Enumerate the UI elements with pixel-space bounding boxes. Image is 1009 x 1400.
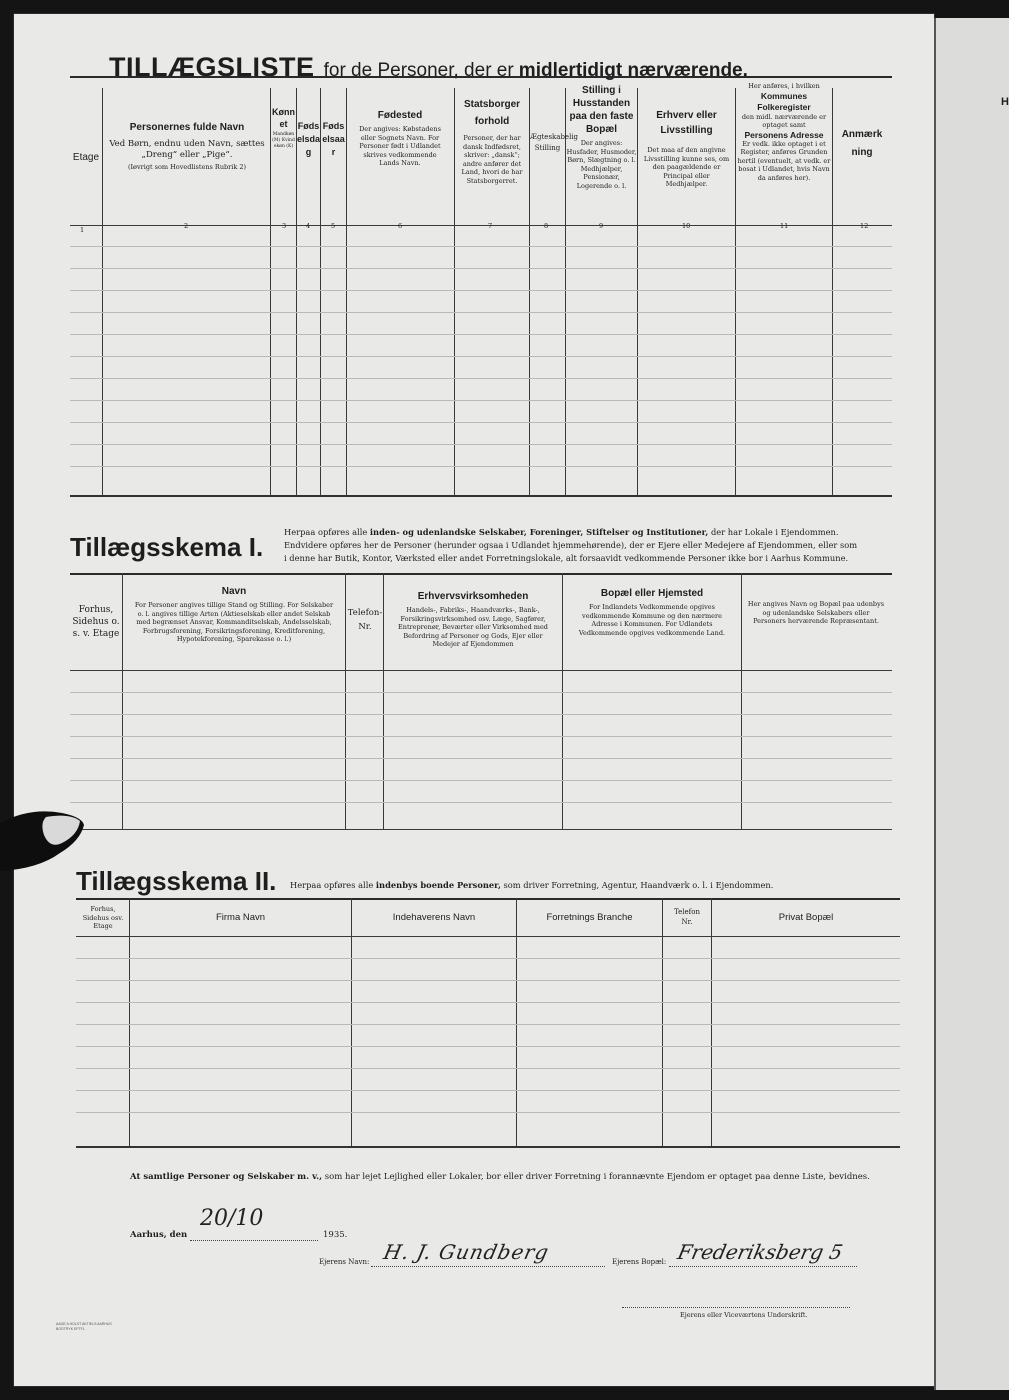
skema1-col-business [385,591,561,649]
skema2-col-phone: Telefon Nr. [674,908,700,926]
skema1-intro-line3: i denne har Butik, Kontor, Værksted eller andet Forretningslokale, alt forsaavidt vedkommende Personer ikke bor i Aarhus Kommune. [284,553,849,563]
skema1-col-name [124,586,344,644]
col-name-sub: Ved Børn, endnu uden Navn, sættes „Dreng“ eller „Pige“. [109,139,265,160]
skema1-intro-2: der har Lokale i Ejendommen. [710,527,839,537]
footer-year: 1935. [323,1230,348,1240]
form-title-main: TILLÆGSLISTE [109,52,315,82]
col-name-sub2: (Iøvrigt som Hovedlistens Rubrik 2) [127,163,247,171]
holding-thumb-image [0,805,85,875]
col-register-header [736,82,832,182]
col-num-5: 5 [331,222,336,230]
col-num-10: 10 [682,222,691,230]
col-occupation-sub: Det maa af den angivne Livsstilling kunne ses, om den paagældende er Principal eller Medhjælper. [643,146,730,188]
col-etage-header: Etage [72,152,100,163]
col-num-8: 8 [544,222,549,230]
col-birthplace-header [347,110,453,168]
col-birthyear-header: Fødselsaar [322,121,345,157]
census-form-page [14,14,934,1386]
skema2-title: Tillægsskema II. [76,866,277,896]
skema1-title: Tillægsskema I. [70,532,264,562]
col-household-title: Stilling i Husstanden paa den faste Bopæl [569,85,634,135]
skema1-col-phone: Telefon-Nr. [347,608,383,632]
col-register-title: Kommunes Folkeregister [757,90,811,112]
footer-statement-bold: At samtlige Personer og Selskaber m. v., [130,1172,323,1182]
skema2-intro-2: som driver Forretning, Agentur, Haandværk o. l. i Ejendommen. [503,880,774,890]
col-name-title: Personernes fulde Navn [129,122,245,133]
footer-place: Aarhus, den [130,1230,188,1240]
col-num-6: 6 [398,222,403,230]
col-num-12: 12 [860,222,869,230]
col-birthplace-title: Fødested [377,110,423,121]
skema1-col-name-title: Navn [221,586,247,597]
owner-name-handwritten: H. J. Gundberg [381,1240,552,1264]
col-register-sub: den midl. nærværende er optaget samt [741,112,827,129]
skema1-intro-bold: inden- og udenlandske Selskaber, Foreninger, Stiftelser og Institutioner, [369,527,709,537]
form-title-rest: for de Personer, der er [323,60,514,81]
col-num-7: 7 [488,222,493,230]
col-gender-header [271,106,296,150]
col-citizenship-title: Statsborgerforhold [463,99,521,127]
skema1-col-residence-title: Bopæl eller Hjemsted [600,588,704,599]
col-citizenship-sub: Personer, der har dansk Indfødsret, skriver: „dansk“; andre anfører det Land, hvori de har Statsborgerret. [461,134,523,185]
col-citizenship-header [455,96,529,185]
owner-name-label: Ejerens Navn: [319,1258,370,1266]
skema1-col-representative: Her angives Navn og Bopæl paa udenbys og udenlandske Selskabers eller Personers herværende Repræsentant. [747,600,885,625]
adjacent-page-edge: H [934,18,1009,1390]
owner-address-handwritten: Frederiksberg 5 [675,1240,845,1264]
skema2-col-private-address: Privat Bopæl [778,912,834,923]
col-register-title2: Personens Adresse [744,129,824,140]
skema2-intro-1: Herpaa opføres alle [290,880,374,890]
col-num-2: 2 [184,222,189,230]
skema2-col-firm: Firma Navn [215,912,266,923]
skema2-col-branch: Forretnings Branche [546,912,633,923]
col-num-4: 4 [306,222,311,230]
owner-address-label: Ejerens Bopæl: [612,1258,667,1266]
skema1-col-floor: Forhus, Sidehus o. s. v. Etage [72,605,120,639]
col-household-header [566,84,637,190]
skema2-col-owner: Indehaverens Navn [392,912,476,923]
footer-statement-rest: som har lejet Lejlighed eller Lokaler, bor eller driver Forretning i forannævnte Ejendom er optaget paa denne Liste, bevidnes. [324,1172,870,1182]
skema1-col-name-sub: For Personer angives tillige Stand og Stilling. For Selskaber o. l. angives tillige Arten (Aktieselskab eller andet Selskab med begrænset Ansvar, Kommanditselskab, Andelsselskab, Forbrugsforening, Forsikringsforening, Kreditforening, Hypotekforening, Sparekasse o. l.) [134,601,334,643]
col-household-sub: Der angives: Husfader, Husmoder, Børn, Slægtning o. l. Medhjælper, Pensionær, Logerende o. l. [566,139,637,190]
col-num-1: 1 [80,226,85,234]
skema1-intro [284,526,904,565]
col-num-11: 11 [780,222,789,230]
col-gender-title: Kønnet [272,107,295,129]
skema1-col-residence [564,588,740,637]
col-gender-sub: Mandkøn (M) Kvindekøn (K) [272,132,295,149]
col-name-header [106,122,268,171]
col-marital-header: Ægteskabelig Stilling [530,133,579,152]
printer-mark: AAGE A HOLST AKTIELS AARHUS BOGTRYK EFTFL [56,1322,112,1331]
skema1-intro-line2: Endvidere opføres her de Personer (herunder ogsaa i Udlandet hjemmehørende), der er Ejere eller Medejere af Ejendommen, eller som [284,540,858,550]
col-remarks-header: Anmærkning [841,129,883,158]
col-birthplace-sub: Der angives: Købstadens eller Sognets Navn. For Personer født i Udlandet skrives vedkommende Lands Navn. [359,125,441,167]
skema1-col-business-sub: Handels-, Fabriks-, Haandværks-, Bank-, Forsikringsvirksomhed osv. Læge, Sagfører, Entreprenør, Beværter eller Virksomhed med Befordring af Personer og Gods, Ejer eller Medejer af Ejendommen [398,606,548,648]
skema2-col-floor: Forhus, Sidehus osv. Etage [82,905,124,930]
col-occupation-title: Erhverv eller Livsstilling [656,110,717,136]
skema1-intro-1: Herpaa opføres alle [284,527,368,537]
skema2-intro [290,880,773,890]
signature-label: Ejerens eller Viceværtens Underskrift. [680,1311,808,1319]
footer-date-handwritten: 20/10 [200,1206,264,1231]
footer-statement [130,1172,870,1182]
col-register-sub2: Er vedk. ikke optaget i et Register, anføres Grunden hertil (eventuelt, at vedk. er bosat i Udlandet, hvis Navn da anføres her). [737,139,831,182]
form-title [109,52,748,83]
form-title-bold: midlertidigt nærværende. [518,60,748,81]
skema1-col-business-title: Erhvervsvirksomheden [417,591,529,602]
col-occupation-header [638,108,735,189]
col-num-9: 9 [599,222,604,230]
col-birthday-header: Fødselsdag [297,121,321,157]
col-register-top: Her anføres, i hvilken [748,82,820,90]
skema2-intro-bold: indenbys boende Personer, [375,880,501,890]
skema1-col-residence-sub: For Indlandets Vedkommende opgives vedkommende Kommune og den nærmere Adresse i Kommunen. For Udlandets Vedkommende opgives vedkommende Land. [578,603,726,637]
col-num-3: 3 [282,222,287,230]
